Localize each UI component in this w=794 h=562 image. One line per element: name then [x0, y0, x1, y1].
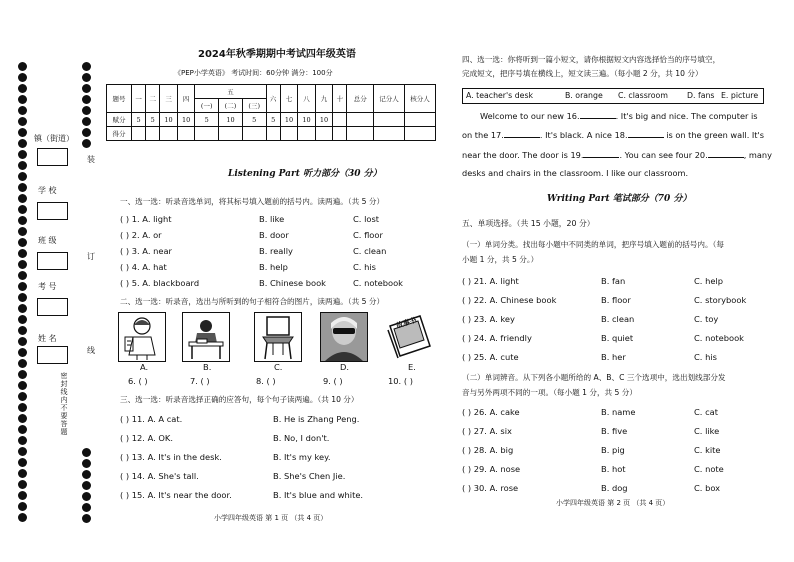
binding-dot	[82, 448, 91, 457]
picture-letter: A.	[140, 362, 149, 372]
option-b-text: B. clean	[601, 314, 635, 324]
score-sub-2: (二)	[219, 99, 243, 113]
score-head-2: 二	[146, 85, 160, 113]
side-note-char: 密	[60, 372, 68, 380]
option-c-text: C. storybook	[694, 295, 747, 305]
binding-dot	[18, 172, 27, 181]
score-head-4: 四	[177, 85, 195, 113]
picture-letter: C.	[274, 362, 283, 372]
binding-dot	[18, 216, 27, 225]
passage-text: , many	[743, 150, 772, 160]
score-cell[interactable]	[280, 127, 298, 141]
binding-dot	[82, 459, 91, 468]
option-b-text: B. quiet	[601, 333, 634, 343]
score-sub-1: (一)	[195, 99, 219, 113]
picture-d-grandma	[320, 312, 368, 362]
answer-blank[interactable]: 10. ( )	[388, 376, 413, 386]
picture-e-storybook	[384, 312, 434, 360]
picture-a-girl	[118, 312, 166, 362]
answer-blank[interactable]: 7. ( )	[190, 376, 210, 386]
exam-subtitle: 《PEP小学英语》 考试时间：60分钟 满分：100分	[174, 69, 333, 77]
score-head-total: 总分	[347, 85, 374, 113]
binding-dot	[18, 161, 27, 170]
score-val-10	[333, 113, 347, 127]
sub2-title-1: （二）单词辨音。从下列各小题所给的 A、B、C 三个选项中，选出划线部分发	[462, 373, 726, 382]
option-b-text: B. her	[601, 352, 626, 362]
side-tick-zhuang: 装	[87, 155, 95, 164]
binding-dot	[82, 84, 91, 93]
sec5-title: 五、单项选择。（共 15 小题，20 分）	[462, 219, 595, 228]
binding-dot	[18, 469, 27, 478]
binding-dot	[18, 282, 27, 291]
side-note-char: 答	[60, 420, 68, 428]
side-note	[59, 372, 69, 436]
option-b-text: B. hot	[601, 464, 626, 474]
sub2-title-2: 音与另外两项不同的一项。（每小题 1 分，共 5 分）	[462, 388, 637, 397]
binding-dot	[18, 227, 27, 236]
score-row2-label: 赋分	[107, 113, 132, 127]
binding-dot	[18, 150, 27, 159]
score-cell[interactable]	[405, 127, 436, 141]
binding-dot	[18, 183, 27, 192]
binding-dot	[18, 425, 27, 434]
passage-blank[interactable]	[504, 129, 540, 138]
binding-dot	[82, 470, 91, 479]
score-cell[interactable]	[298, 127, 316, 141]
binding-dot	[18, 249, 27, 258]
question-item[interactable]: ( ) 26. A. cake	[462, 407, 520, 417]
sec4-title-2: 完成短文，把序号填在横线上，短文读三遍。（每小题 2 分，共 10 分）	[462, 69, 703, 78]
picture-letter: E.	[408, 362, 416, 372]
right-footer: 小学四年级英语 第 2 页 （共 4 页）	[556, 499, 670, 507]
score-cell[interactable]	[195, 127, 219, 141]
exam-title: 2024年秋季期期中考试四年级英语	[198, 49, 356, 60]
score-val-8: 10	[298, 113, 316, 127]
option-b-text: B. help	[259, 262, 288, 272]
side-note-char: 封	[60, 380, 68, 388]
question-item[interactable]: ( ) 22. A. Chinese book	[462, 295, 557, 305]
question-item[interactable]: ( ) 12. A. OK.	[120, 433, 173, 443]
score-val-6: 5	[266, 113, 280, 127]
binding-dot	[18, 326, 27, 335]
sec3-title: 三、选一选：听录音选择正确的应答句，每个句子读两遍。（共 10 分）	[120, 395, 359, 404]
score-val-9: 10	[315, 113, 333, 127]
score-val-4: 10	[177, 113, 195, 127]
option-c-text: C. kite	[694, 445, 721, 455]
option-b-text: B. Chinese book	[259, 278, 326, 288]
score-val-5b: 10	[219, 113, 243, 127]
score-head-recorder: 记分人	[374, 85, 405, 113]
left-footer: 小学四年级英语 第 1 页 （共 4 页）	[214, 514, 328, 522]
score-cell[interactable]	[160, 127, 178, 141]
option-b-text: B. It's blue and white.	[273, 490, 364, 500]
side-note-char: 要	[60, 412, 68, 420]
option-b-text: B. really	[259, 246, 293, 256]
score-head-10: 十	[333, 85, 347, 113]
option-c-text: C. his	[353, 262, 376, 272]
question-item[interactable]: ( ) 28. A. big	[462, 445, 514, 455]
option-c-text: C. lost	[353, 214, 380, 224]
score-cell[interactable]	[333, 127, 347, 141]
binding-dot	[82, 62, 91, 71]
score-row3-label: 得分	[107, 127, 132, 141]
option-b-text: B. five	[601, 426, 628, 436]
score-cell[interactable]	[219, 127, 243, 141]
option-b-text: B. dog	[601, 483, 628, 493]
option-d: D. fans	[687, 91, 715, 100]
binding-dot	[82, 514, 91, 523]
option-c-text: C. floor	[353, 230, 383, 240]
binding-dot	[18, 370, 27, 379]
binding-dot	[18, 480, 27, 489]
score-val-2: 5	[146, 113, 160, 127]
binding-dot	[18, 128, 27, 137]
binding-dot	[18, 403, 27, 412]
binding-dots-outer	[16, 62, 30, 520]
binding-dot	[18, 359, 27, 368]
binding-dot	[18, 491, 27, 500]
passage-text: desks and chairs in the classroom. I like our classroom.	[462, 168, 689, 178]
binding-dot	[18, 238, 27, 247]
option-b-text: B. She's Chen Jie.	[273, 471, 346, 481]
score-head-9: 九	[315, 85, 333, 113]
score-cell[interactable]	[315, 127, 333, 141]
binding-dot	[82, 481, 91, 490]
option-b-text: B. name	[601, 407, 636, 417]
binding-dot	[82, 503, 91, 512]
question-item[interactable]: ( ) 2. A. or	[120, 230, 162, 240]
side-note-char: 题	[60, 428, 68, 436]
binding-dot	[18, 414, 27, 423]
question-item[interactable]: ( ) 4. A. hat	[120, 262, 167, 272]
score-head-0: 题号	[107, 85, 132, 113]
binding-dot	[18, 139, 27, 148]
side-label-class: 班 级	[38, 236, 57, 245]
option-b-text: B. floor	[601, 295, 631, 305]
option-c-text: C. notebook	[353, 278, 403, 288]
sec2-title: 二、选一选：听录音，选出与所听到的句子相符合的图片，读两遍。（共 5 分）	[120, 297, 385, 306]
picture-letter: D.	[340, 362, 350, 372]
option-c-text: C. notebook	[694, 333, 744, 343]
side-label-town: 镇（街道）	[34, 134, 74, 143]
binding-dot	[18, 205, 27, 214]
question-item[interactable]: ( ) 3. A. near	[120, 246, 172, 256]
side-box-town[interactable]	[37, 148, 68, 166]
binding-dot	[18, 95, 27, 104]
binding-dot	[82, 128, 91, 137]
score-head-6: 六	[266, 85, 280, 113]
passage-text: is on the green wall. It's	[663, 130, 765, 140]
binding-dot	[82, 95, 91, 104]
binding-dot	[82, 73, 91, 82]
score-head-1: 一	[132, 85, 146, 113]
option-c-text: C. box	[694, 483, 721, 493]
score-val-5a: 5	[195, 113, 219, 127]
passage-text: near the door. The door is 19.	[462, 150, 584, 160]
passage-blank[interactable]	[628, 129, 664, 138]
option-b-text: B. like	[259, 214, 285, 224]
option-a: A. teacher's desk	[466, 91, 534, 100]
option-b: B. orange	[565, 91, 603, 100]
side-label-name: 姓 名	[38, 334, 57, 343]
binding-dot	[82, 492, 91, 501]
binding-dot	[18, 348, 27, 357]
option-c-text: C. clean	[353, 246, 387, 256]
score-val-checker	[405, 113, 436, 127]
score-cell[interactable]	[374, 127, 405, 141]
question-item[interactable]: ( ) 29. A. nose	[462, 464, 521, 474]
question-item[interactable]: ( ) 11. A. A cat.	[120, 414, 183, 424]
sub1-title-1: （一）单词分类。找出每小题中不同类的单词，把序号填入题前的括号内。（每	[462, 240, 724, 249]
passage-line	[462, 129, 764, 140]
option-c-text: C. cat	[694, 407, 718, 417]
binding-dot	[82, 139, 91, 148]
options-box	[462, 88, 764, 104]
binding-dot	[82, 117, 91, 126]
binding-dot	[82, 106, 91, 115]
passage-line	[480, 110, 758, 121]
option-c-text: C. toy	[694, 314, 719, 324]
binding-dots-inner	[80, 62, 94, 152]
binding-dots-inner-bottom	[80, 448, 94, 528]
passage-blank[interactable]	[580, 110, 616, 119]
side-tick-ding: 订	[87, 252, 95, 261]
answer-blank[interactable]: 6. ( )	[128, 376, 148, 386]
score-val-recorder	[374, 113, 405, 127]
binding-dot	[18, 62, 27, 71]
option-e: E. picture	[721, 91, 759, 100]
question-item[interactable]: ( ) 13. A. It's in the desk.	[120, 452, 222, 462]
writing-title: Writing Part 笔试部分（70 分）	[547, 194, 692, 204]
binding-dot	[18, 337, 27, 346]
option-b-text: B. pig	[601, 445, 625, 455]
passage-text: on the 17.	[462, 130, 504, 140]
option-b-text: B. fan	[601, 276, 626, 286]
score-head-checker: 核分人	[405, 85, 436, 113]
question-item[interactable]: ( ) 24. A. friendly	[462, 333, 532, 343]
binding-dot	[18, 436, 27, 445]
option-c-text: C. help	[694, 276, 724, 286]
passage-text: . It's black. A nice 18.	[539, 130, 628, 140]
question-item[interactable]: ( ) 5. A. blackboard	[120, 278, 200, 288]
question-item[interactable]: ( ) 21. A. light	[462, 276, 519, 286]
score-cell[interactable]	[347, 127, 374, 141]
side-label-number: 考 号	[38, 282, 57, 291]
option-b-text: B. He is Zhang Peng.	[273, 414, 360, 424]
side-tick-xian: 线	[87, 346, 95, 355]
question-item[interactable]: ( ) 14. A. She's tall.	[120, 471, 199, 481]
question-item[interactable]: ( ) 1. A. light	[120, 214, 172, 224]
side-box-name[interactable]	[37, 346, 68, 364]
option-c-text: C. like	[694, 426, 720, 436]
score-sub-3: (三)	[242, 99, 266, 113]
binding-dot	[18, 73, 27, 82]
binding-dot	[18, 260, 27, 269]
score-table	[106, 84, 436, 141]
score-head-3: 三	[160, 85, 178, 113]
question-item[interactable]: ( ) 15. A. It's near the door.	[120, 490, 232, 500]
question-item[interactable]: ( ) 25. A. cute	[462, 352, 519, 362]
score-head-7: 七	[280, 85, 298, 113]
option-b-text: B. It's my key.	[273, 452, 331, 462]
option-b-text: B. No, I don't.	[273, 433, 330, 443]
binding-dot	[18, 194, 27, 203]
binding-dot	[18, 106, 27, 115]
binding-dot	[18, 304, 27, 313]
score-val-3: 10	[160, 113, 178, 127]
answer-blank[interactable]: 9. ( )	[323, 376, 343, 386]
side-box-school[interactable]	[37, 202, 68, 220]
score-val-5c: 5	[242, 113, 266, 127]
binding-dot	[18, 271, 27, 280]
side-box-number[interactable]	[37, 298, 68, 316]
option-c-text: C. his	[694, 352, 717, 362]
binding-dot	[18, 513, 27, 522]
binding-dot	[18, 392, 27, 401]
binding-dot	[18, 293, 27, 302]
passage-text: . You can see four 20.	[619, 150, 708, 160]
side-note-char: 内	[60, 396, 68, 404]
score-val-7: 10	[280, 113, 298, 127]
passage-blank[interactable]	[708, 149, 744, 158]
side-label-school: 学 校	[38, 186, 57, 195]
passage-text: Welcome to our new 16.	[480, 111, 580, 121]
binding-dot	[18, 458, 27, 467]
binding-dot	[18, 381, 27, 390]
option-c: C. classroom	[618, 91, 668, 100]
question-item[interactable]: ( ) 27. A. six	[462, 426, 512, 436]
picture-c-chair	[254, 312, 302, 362]
score-head-8: 八	[298, 85, 316, 113]
score-cell[interactable]	[242, 127, 266, 141]
score-cell[interactable]	[132, 127, 146, 141]
side-note-char: 不	[60, 404, 68, 412]
passage-line	[462, 149, 772, 160]
sec1-title: 一、选一选：听录音选单词，将其标号填入题前的括号内。读两遍。（共 5 分）	[120, 197, 385, 206]
passage-text: . It's big and nice. The computer is	[615, 111, 758, 121]
score-val-1: 5	[132, 113, 146, 127]
picture-b-boy-desk	[182, 312, 230, 362]
binding-dot	[18, 117, 27, 126]
option-c-text: C. note	[694, 464, 724, 474]
listening-title: Listening Part 听力部分（30 分）	[228, 169, 382, 179]
option-b-text: B. door	[259, 230, 289, 240]
picture-letter: B.	[203, 362, 212, 372]
binding-dot	[18, 84, 27, 93]
question-item[interactable]: ( ) 30. A. rose	[462, 483, 519, 493]
sec4-title-1: 四、选一选：你将听到一篇小短文，请你根据短文内容选择恰当的序号填空，	[462, 55, 721, 64]
side-box-class[interactable]	[37, 252, 68, 270]
score-cell[interactable]	[266, 127, 280, 141]
score-cell[interactable]	[177, 127, 195, 141]
score-cell[interactable]	[146, 127, 160, 141]
question-item[interactable]: ( ) 23. A. key	[462, 314, 515, 324]
score-head-5: 五	[195, 85, 266, 99]
score-val-total	[347, 113, 374, 127]
binding-dot	[18, 315, 27, 324]
binding-dot	[18, 502, 27, 511]
binding-dot	[18, 447, 27, 456]
answer-blank[interactable]: 8. ( )	[256, 376, 276, 386]
side-note-char: 线	[60, 388, 68, 396]
passage-blank[interactable]	[583, 149, 619, 158]
passage-line	[462, 168, 688, 178]
picture-e-text: 故事书	[395, 315, 418, 331]
sub1-title-2: 小题 1 分，共 5 分。）	[462, 255, 539, 264]
